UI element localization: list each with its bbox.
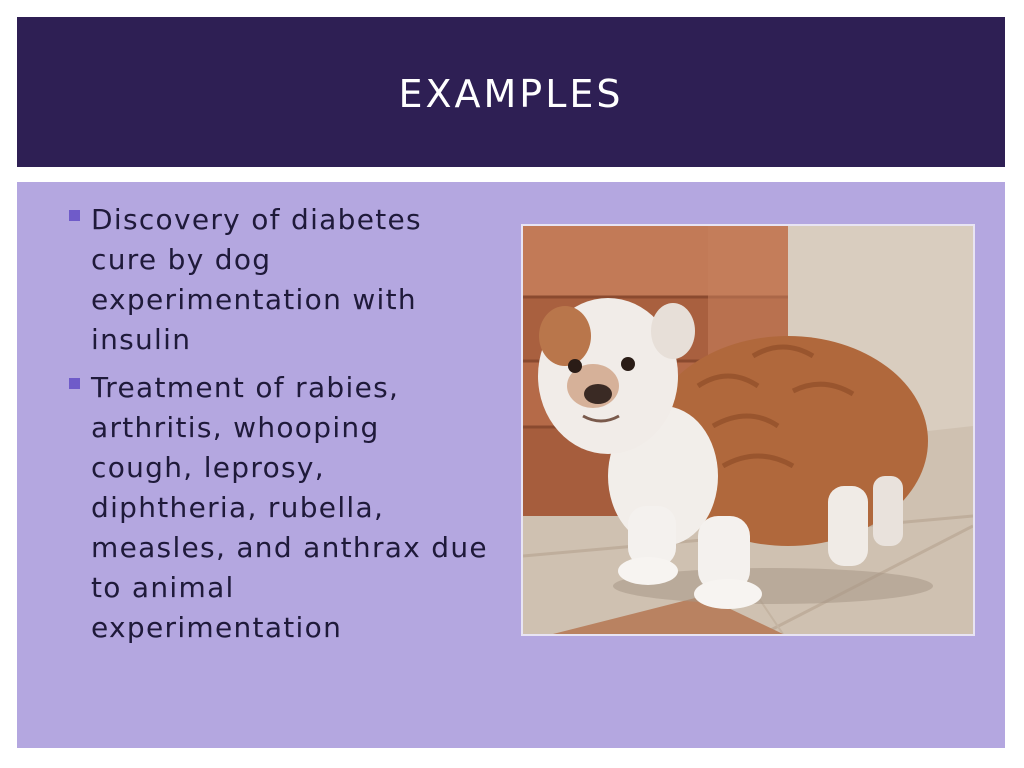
title-bar xyxy=(17,17,1005,167)
bullet-list xyxy=(69,200,489,656)
bulldog-puppy-image xyxy=(521,224,975,636)
square-bullet-icon xyxy=(69,210,80,221)
bullet-text: Discovery of diabetes cure by dog experimentation with insulin xyxy=(91,203,422,356)
bullet-item xyxy=(69,368,489,648)
slide-title: EXAMPLES xyxy=(398,72,624,116)
bullet-item xyxy=(69,200,489,360)
content-panel xyxy=(17,182,1005,748)
bullet-text: Treatment of rabies, arthritis, whooping cough, leprosy, diphtheria, rubella, measles, and anthrax due to animal experimentation xyxy=(91,371,488,644)
square-bullet-icon xyxy=(69,378,80,389)
